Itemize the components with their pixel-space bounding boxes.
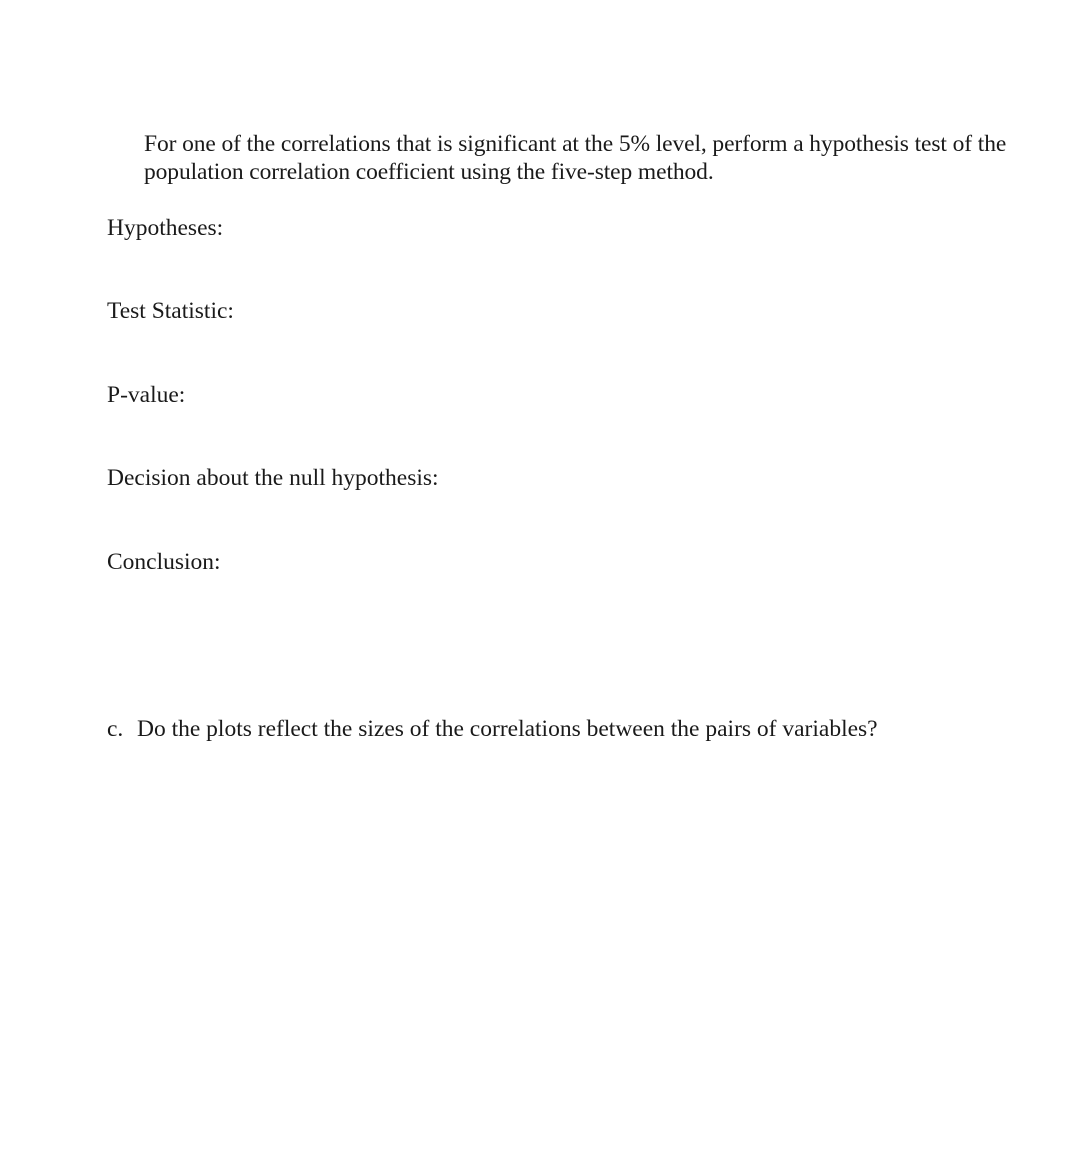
instructions-line-1: For one of the correlations that is significant at the 5% level, perform a hypothesis test of the bbox=[144, 131, 1007, 157]
instructions-line-2: population correlation coefficient using the five-step method. bbox=[144, 159, 714, 185]
test-statistic-label: Test Statistic: bbox=[107, 298, 234, 324]
question-c bbox=[107, 715, 878, 743]
question-c-text: Do the plots reflect the sizes of the correlations between the pairs of variables? bbox=[137, 716, 878, 742]
question-c-marker: c. bbox=[107, 716, 124, 742]
decision-label: Decision about the null hypothesis: bbox=[107, 465, 439, 491]
p-value-label: P-value: bbox=[107, 382, 186, 408]
hypotheses-label: Hypotheses: bbox=[107, 215, 224, 241]
instructions-paragraph bbox=[144, 130, 1054, 186]
conclusion-label: Conclusion: bbox=[107, 549, 221, 575]
